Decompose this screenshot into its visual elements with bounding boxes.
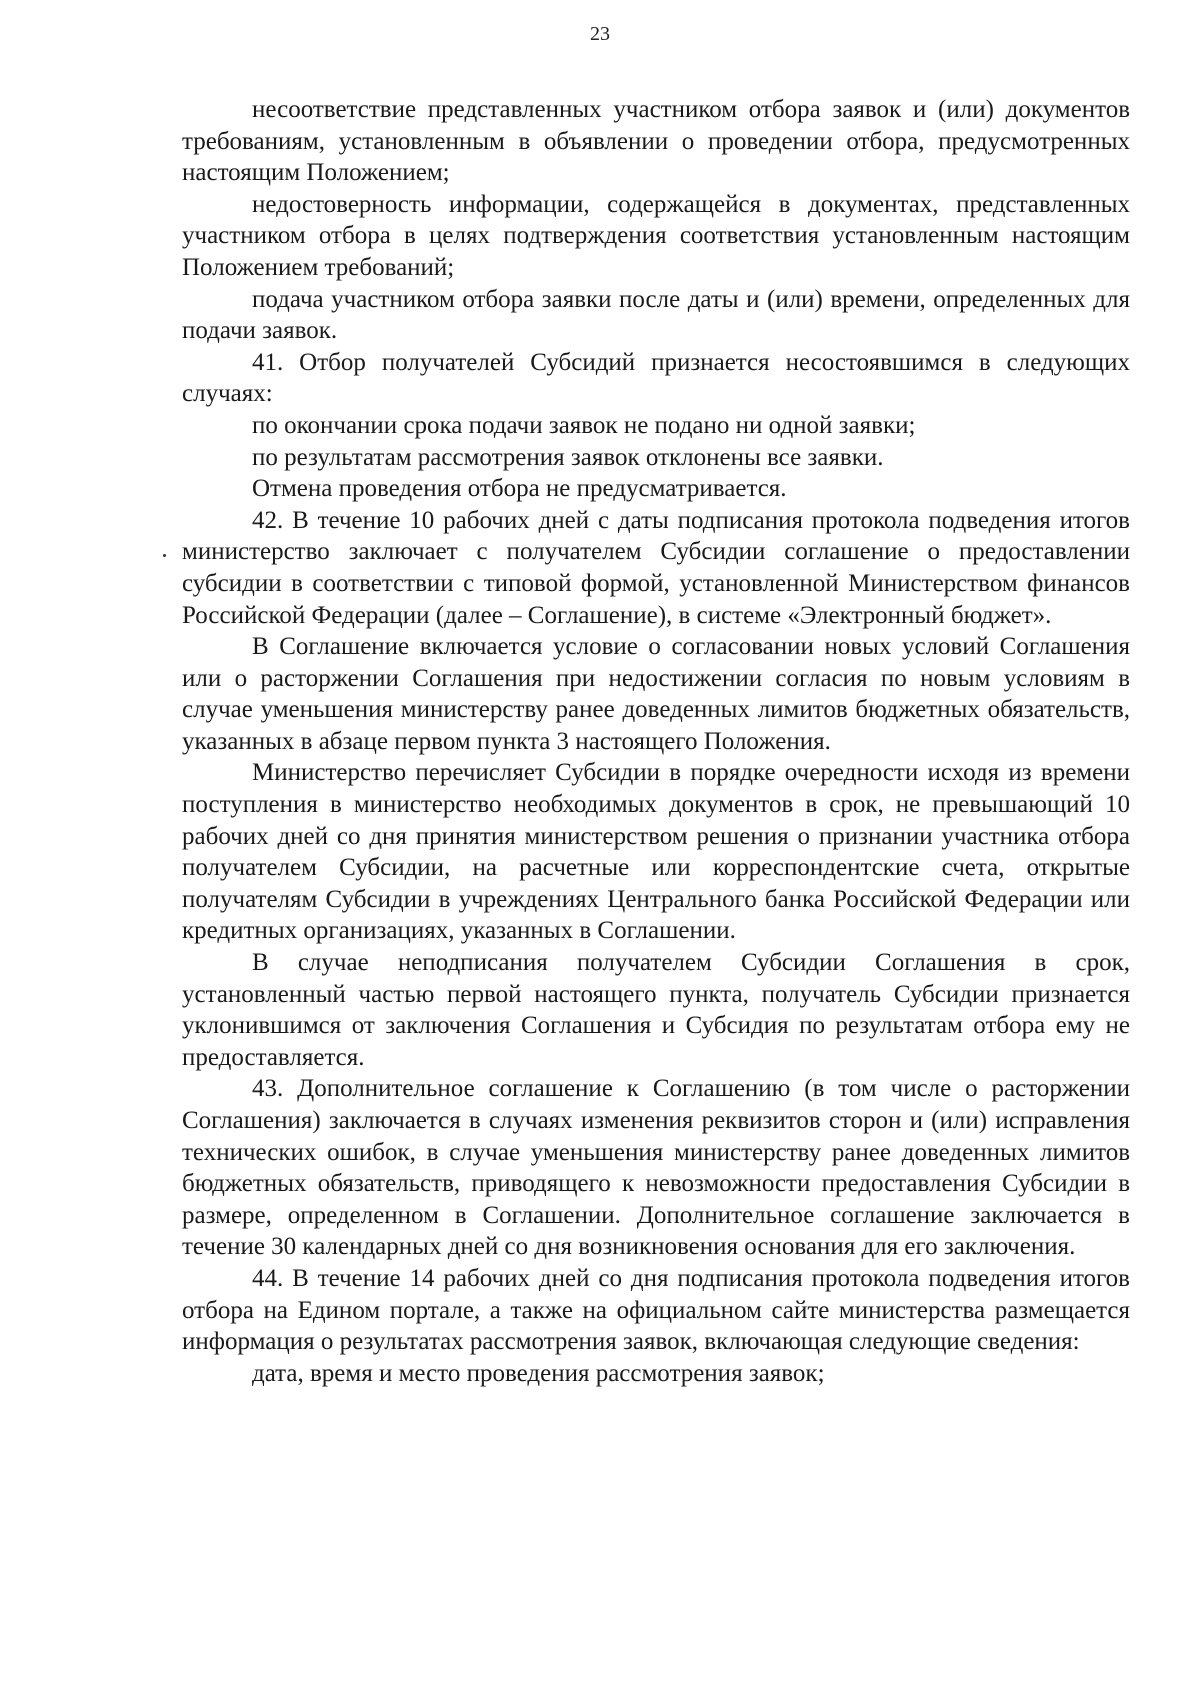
paragraph-item-43: 43. Дополнительное соглашение к Соглашению (в том числе о расторжении Соглашения) заключается в случаях изменения реквизитов сторон и (или) исправления технических ошибок, в случае уменьшения министерству ранее доведенных лимитов бюджетных обязательств, приводящего к невозможности предоставления Субсидии в размере, определенном в Соглашении. Дополнительное соглашение заключается в течение 30 календарных дней со дня возникновения основания для его заключения. <box>182 1075 1130 1261</box>
paragraph: В случае неподписания получателем Субсидии Соглашения в срок, установленный частью первой настоящего пункта, получатель Субсидии признается уклонившимся от заключения Соглашения и Субсидия по результатам отбора ему не предоставляется. <box>182 949 1130 1071</box>
document-body <box>182 94 1130 1389</box>
paragraph: Министерство перечисляет Субсидии в порядке очередности исходя из времени поступления в министерство необходимых документов в срок, не превышающий 10 рабочих дней со дня принятия министерством решения о признании участника отбора получателем Субсидии, на расчетные или корреспондентские счета, открытые получателям Субсидии в учреждениях Центрального банка Российской Федерации или кредитных организациях, указанных в Соглашении. <box>182 759 1130 945</box>
paragraph: несоответствие представленных участником отбора заявок и (или) документов требованиям, установленным в объявлении о проведении отбора, предусмотренных настоящим Положением; <box>182 96 1130 187</box>
paragraph: по окончании срока подачи заявок не подано ни одной заявки; <box>252 411 916 439</box>
paragraph-item-44: 44. В течение 14 рабочих дней со дня подписания протокола подведения итогов отбора на Едином портале, а также на официальном сайте министерства размещается информация о результатах рассмотрения заявок, включающая следующие сведения: <box>182 1264 1130 1356</box>
paragraph: подача участником отбора заявки после даты и (или) времени, определенных для подачи заявок. <box>182 285 1130 345</box>
paragraph: недостоверность информации, содержащейся в документах, представленных участником отбора в целях подтверждения соответствия установленным настоящим Положением требований; <box>182 190 1130 281</box>
paragraph: Отмена проведения отбора не предусматривается. <box>252 475 787 503</box>
paragraph-item-42: 42. В течение 10 рабочих дней с даты подписания протокола подведения итогов министерство заключает с получателем Субсидии соглашение о предоставлении субсидии в соответствии с типовой формой, установленной Министерством финансов Российской Федерации (далее – Соглашение), в системе «Электронный бюджет». <box>182 506 1130 629</box>
scan-speck <box>163 554 166 557</box>
paragraph: В Соглашение включается условие о согласовании новых условий Соглашения или о расторжении Соглашения при недостижении согласия по новым условиям в случае уменьшения министерству ранее доведенных лимитов бюджетных обязательств, указанных в абзаце первом пункта 3 настоящего Положения. <box>182 633 1130 755</box>
page-number: 23 <box>590 23 610 45</box>
paragraph: дата, время и место проведения рассмотрения заявок; <box>252 1359 825 1387</box>
paragraph-item-41: 41. Отбор получателей Субсидий признается несостоявшимся в следующих случаях: <box>182 348 1130 408</box>
paragraph: по результатам рассмотрения заявок отклонены все заявки. <box>252 443 884 471</box>
